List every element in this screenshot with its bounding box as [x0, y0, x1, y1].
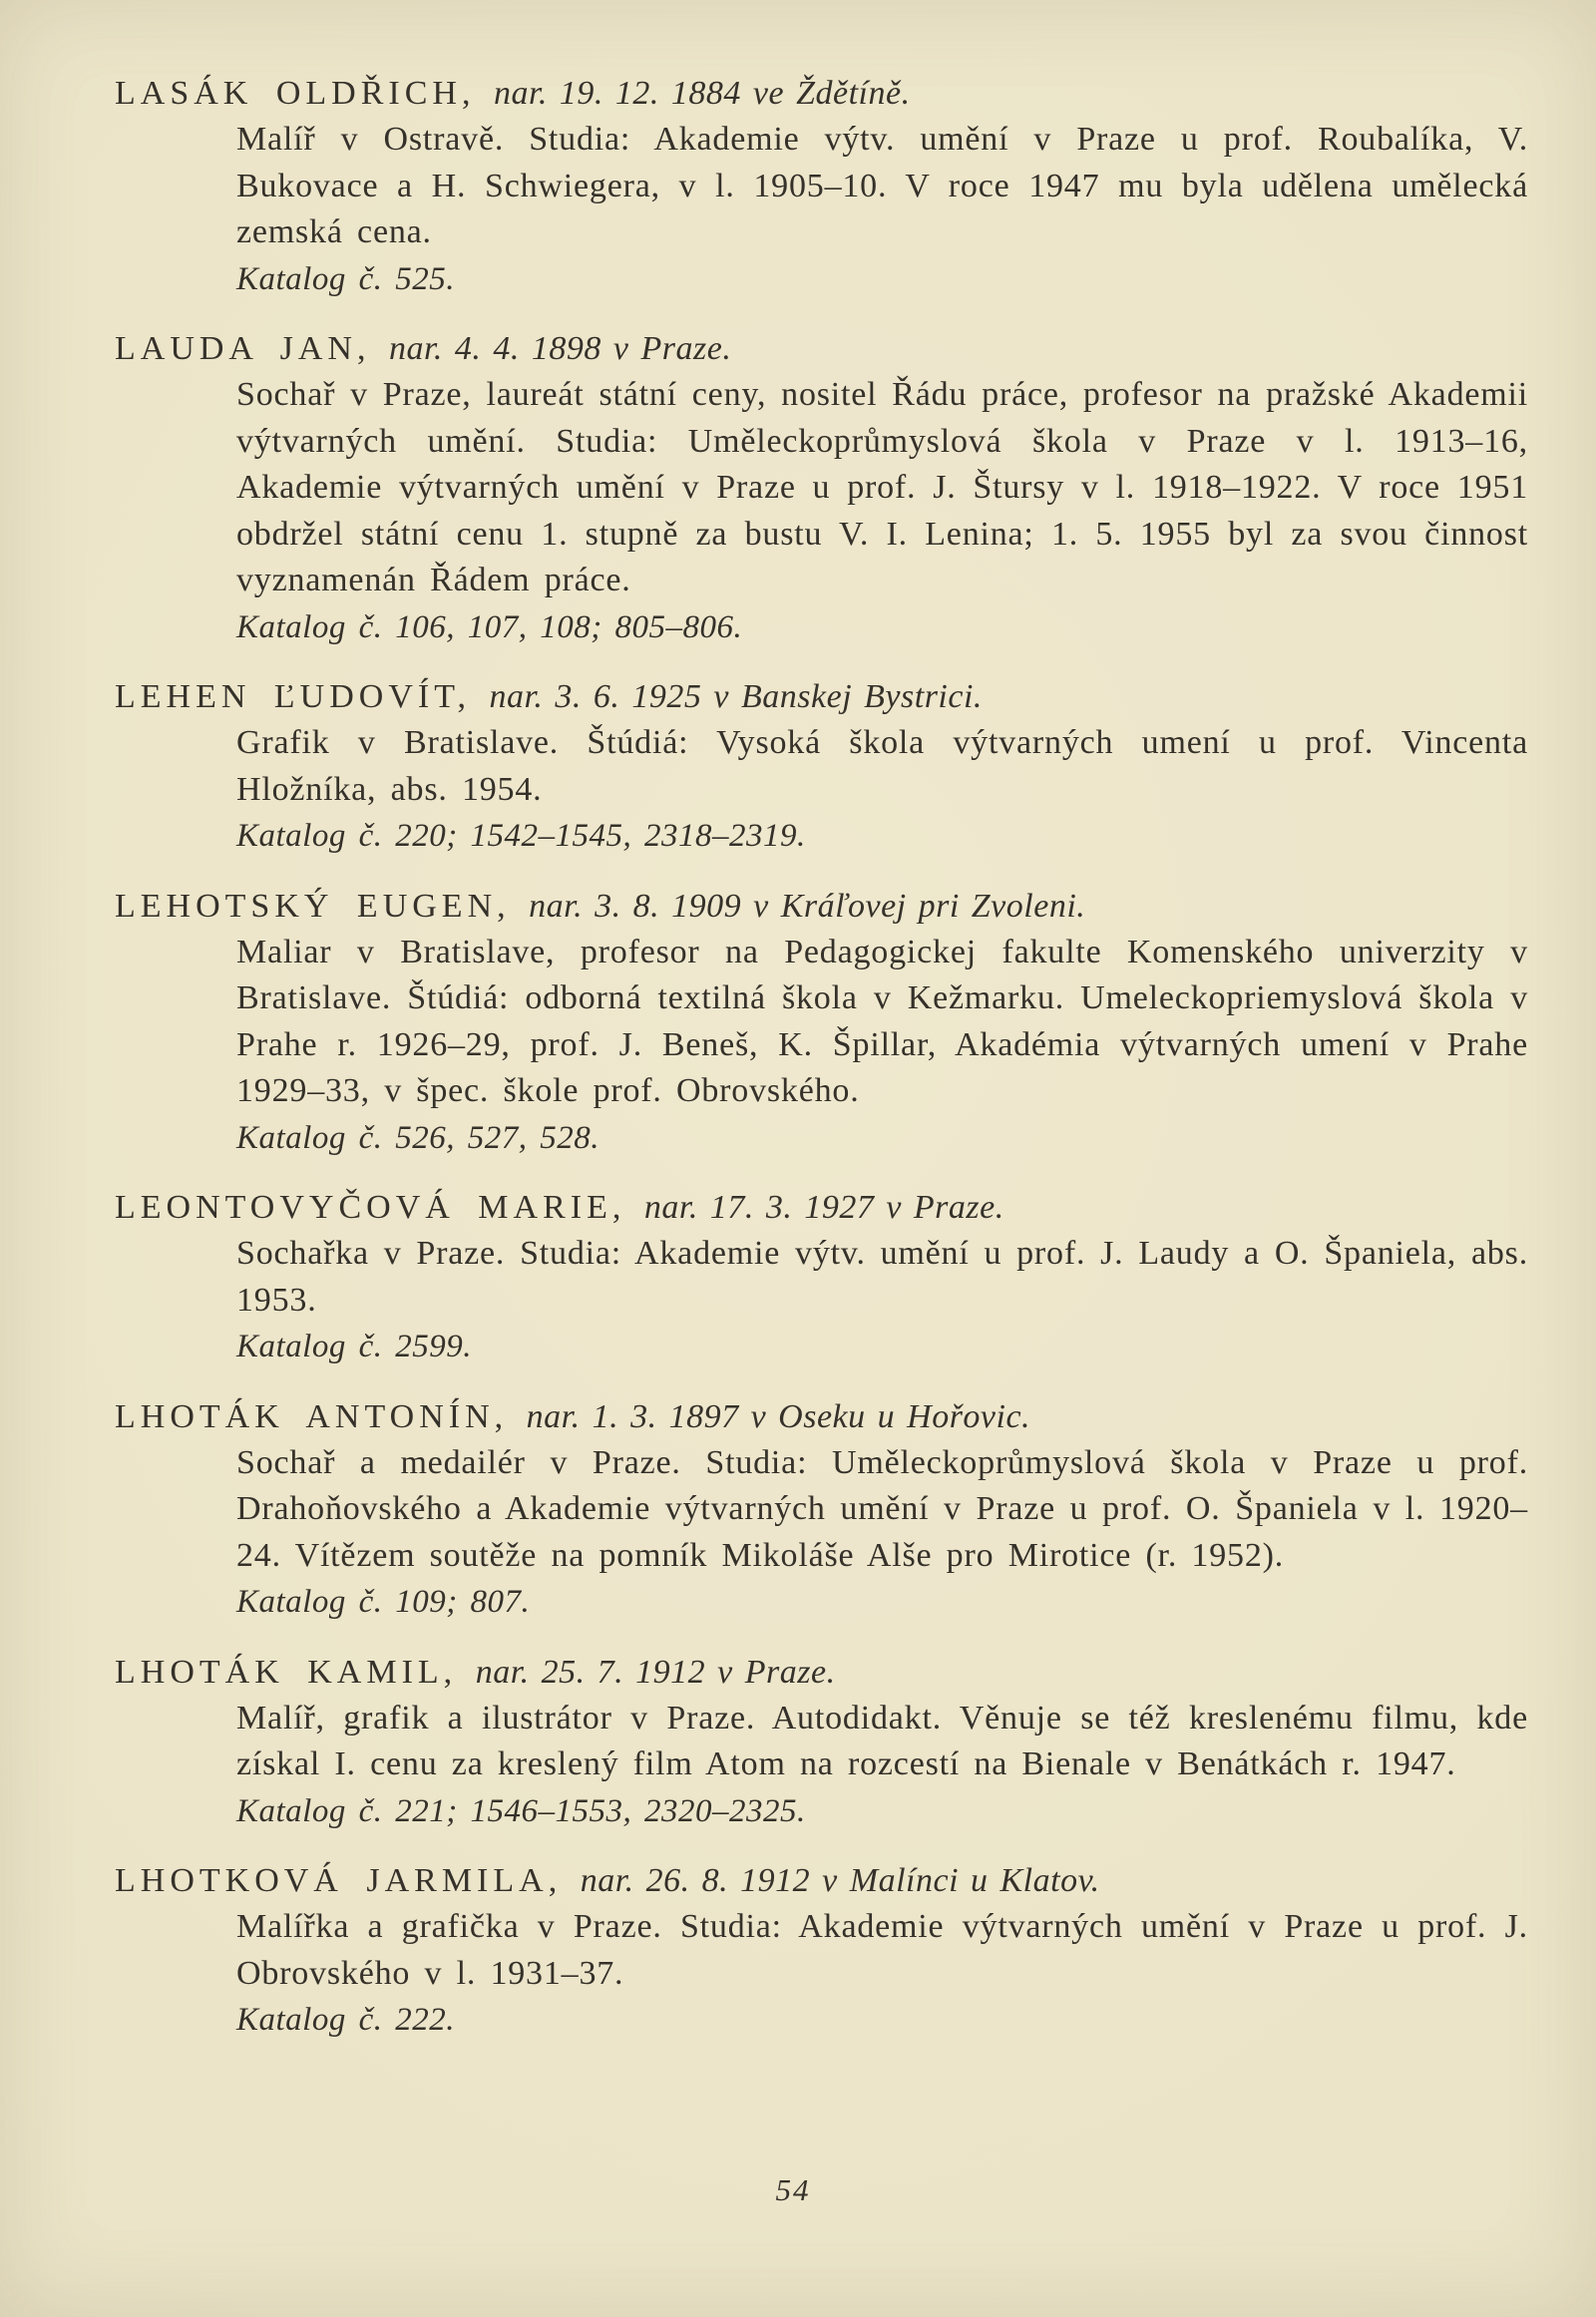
entry-header: [115, 1649, 1528, 1696]
catalog-reference: Katalog č. 2599.: [236, 1329, 472, 1364]
catalog-reference: Katalog č. 525.: [236, 260, 455, 297]
artist-biography: Sochař a medailér v Praze. Studia: Uměleckoprůmyslová škola v Praze u prof. Drahoňovského a Akademie výtvarných umění v Praze u prof. O. Španiela v l. 1920–24. Vítězem soutěže na pomník Mikoláše Alše pro Mirotice (r. 1952).: [236, 1443, 1528, 1574]
artist-birth-info: nar. 19. 12. 1884 ve Ždětíně.: [493, 75, 911, 112]
artist-entry: [115, 883, 1528, 1162]
artist-birth-info: nar. 26. 8. 1912 v Malínci u Klatov.: [580, 1862, 1100, 1899]
artist-name: LAUDA JAN,: [115, 330, 371, 367]
artist-birth-info: nar. 3. 6. 1925 v Banskej Bystrici.: [489, 678, 983, 715]
artist-biography: Malíř, grafik a ilustrátor v Praze. Autodidakt. Věnuje se též kreslenému filmu, kde získal I. cenu za kreslený film Atom na rozcestí na Bienale v Benátkách r. 1947.: [236, 1699, 1528, 1782]
artist-name: LHOTKOVÁ JARMILA,: [115, 1862, 563, 1899]
artist-biography: Sochařka v Praze. Studia: Akademie výtv. umění u prof. J. Laudy a O. Španiela, abs. 1953.: [236, 1235, 1528, 1319]
artist-biography: Sochař v Praze, laureát státní ceny, nositel Řádu práce, profesor na pražské Akademii výtvarných umění. Studia: Uměleckoprůmyslová škola v Praze v l. 1913–16, Akademie výtvarných umění v Praze u prof. J. Štursy v l. 1918–1922. V roce 1951 obdržel státní cenu 1. stupně za bustu V. I. Lenina; 1. 5. 1955 byl za svou činnost vyznamenán Řádem práce.: [236, 376, 1528, 598]
page-number: 54: [775, 2172, 811, 2207]
entry-header: [115, 70, 1528, 117]
entry-header: [115, 325, 1528, 372]
artist-biography: Maliar v Bratislave, profesor na Pedagogickej fakulte Komenského univerzity v Bratislave. Štúdiá: odborná textilná škola v Kežmarku. Umeleckopriemyslová škola v Prahe r. 1926–29, prof. J. Beneš, K. Špillar, Akadémia výtvarných umení v Prahe 1929–33, v špec. škole prof. Obrovského.: [236, 933, 1528, 1109]
artist-name: LEHOTSKÝ EUGEN,: [115, 887, 511, 925]
entry-header: [115, 1857, 1528, 1904]
artist-name: LASÁK OLDŘICH,: [115, 75, 476, 112]
artist-birth-info: nar. 4. 4. 1898 v Praze.: [388, 330, 732, 367]
artist-birth-info: nar. 3. 8. 1909 v Kráľovej pri Zvoleni.: [529, 887, 1086, 925]
artist-entry: [115, 1393, 1528, 1626]
catalog-reference: Katalog č. 221; 1546–1553, 2320–2325.: [236, 1792, 806, 1829]
catalog-reference: Katalog č. 222.: [236, 2002, 455, 2038]
entry-header: [115, 673, 1528, 720]
artist-entry: [115, 70, 1528, 302]
artist-entry: [115, 325, 1528, 650]
entry-header: [115, 1184, 1528, 1231]
artist-birth-info: nar. 1. 3. 1897 v Oseku u Hořovic.: [526, 1397, 1031, 1435]
catalog-reference: Katalog č. 109; 807.: [236, 1584, 531, 1620]
catalog-reference: Katalog č. 106, 107, 108; 805–806.: [236, 608, 743, 645]
artist-entry: [115, 1184, 1528, 1370]
catalog-reference: Katalog č. 526, 527, 528.: [236, 1119, 599, 1156]
artist-name: LEONTOVYČOVÁ MARIE,: [115, 1189, 626, 1226]
artist-entry: [115, 673, 1528, 860]
artist-biography: Grafik v Bratislave. Štúdiá: Vysoká škola výtvarných umení u prof. Vincenta Hložníka, abs. 1954.: [236, 724, 1528, 808]
artist-name: LEHEN ĽUDOVÍT,: [115, 678, 471, 715]
entry-header: [115, 883, 1528, 930]
artist-birth-info: nar. 17. 3. 1927 v Praze.: [643, 1189, 1004, 1226]
catalog-reference: Katalog č. 220; 1542–1545, 2318–2319.: [236, 818, 806, 854]
entry-header: [115, 1393, 1528, 1440]
artist-entry: [115, 1649, 1528, 1835]
artist-birth-info: nar. 25. 7. 1912 v Praze.: [475, 1653, 836, 1691]
artist-name: LHOTÁK ANTONÍN,: [115, 1397, 509, 1435]
artist-biography: Malíř v Ostravě. Studia: Akademie výtv. umění v Praze u prof. Roubalíka, V. Bukovace a H. Schwiegera, v l. 1905–10. V roce 1947 mu byla udělena umělecká zemská cena.: [236, 121, 1528, 250]
artist-biography: Malířka a grafička v Praze. Studia: Akademie výtvarných umění v Praze u prof. J. Obrovského v l. 1931–37.: [236, 1908, 1528, 1992]
artist-name: LHOTÁK KAMIL,: [115, 1653, 458, 1691]
artist-entry: [115, 1857, 1528, 2044]
